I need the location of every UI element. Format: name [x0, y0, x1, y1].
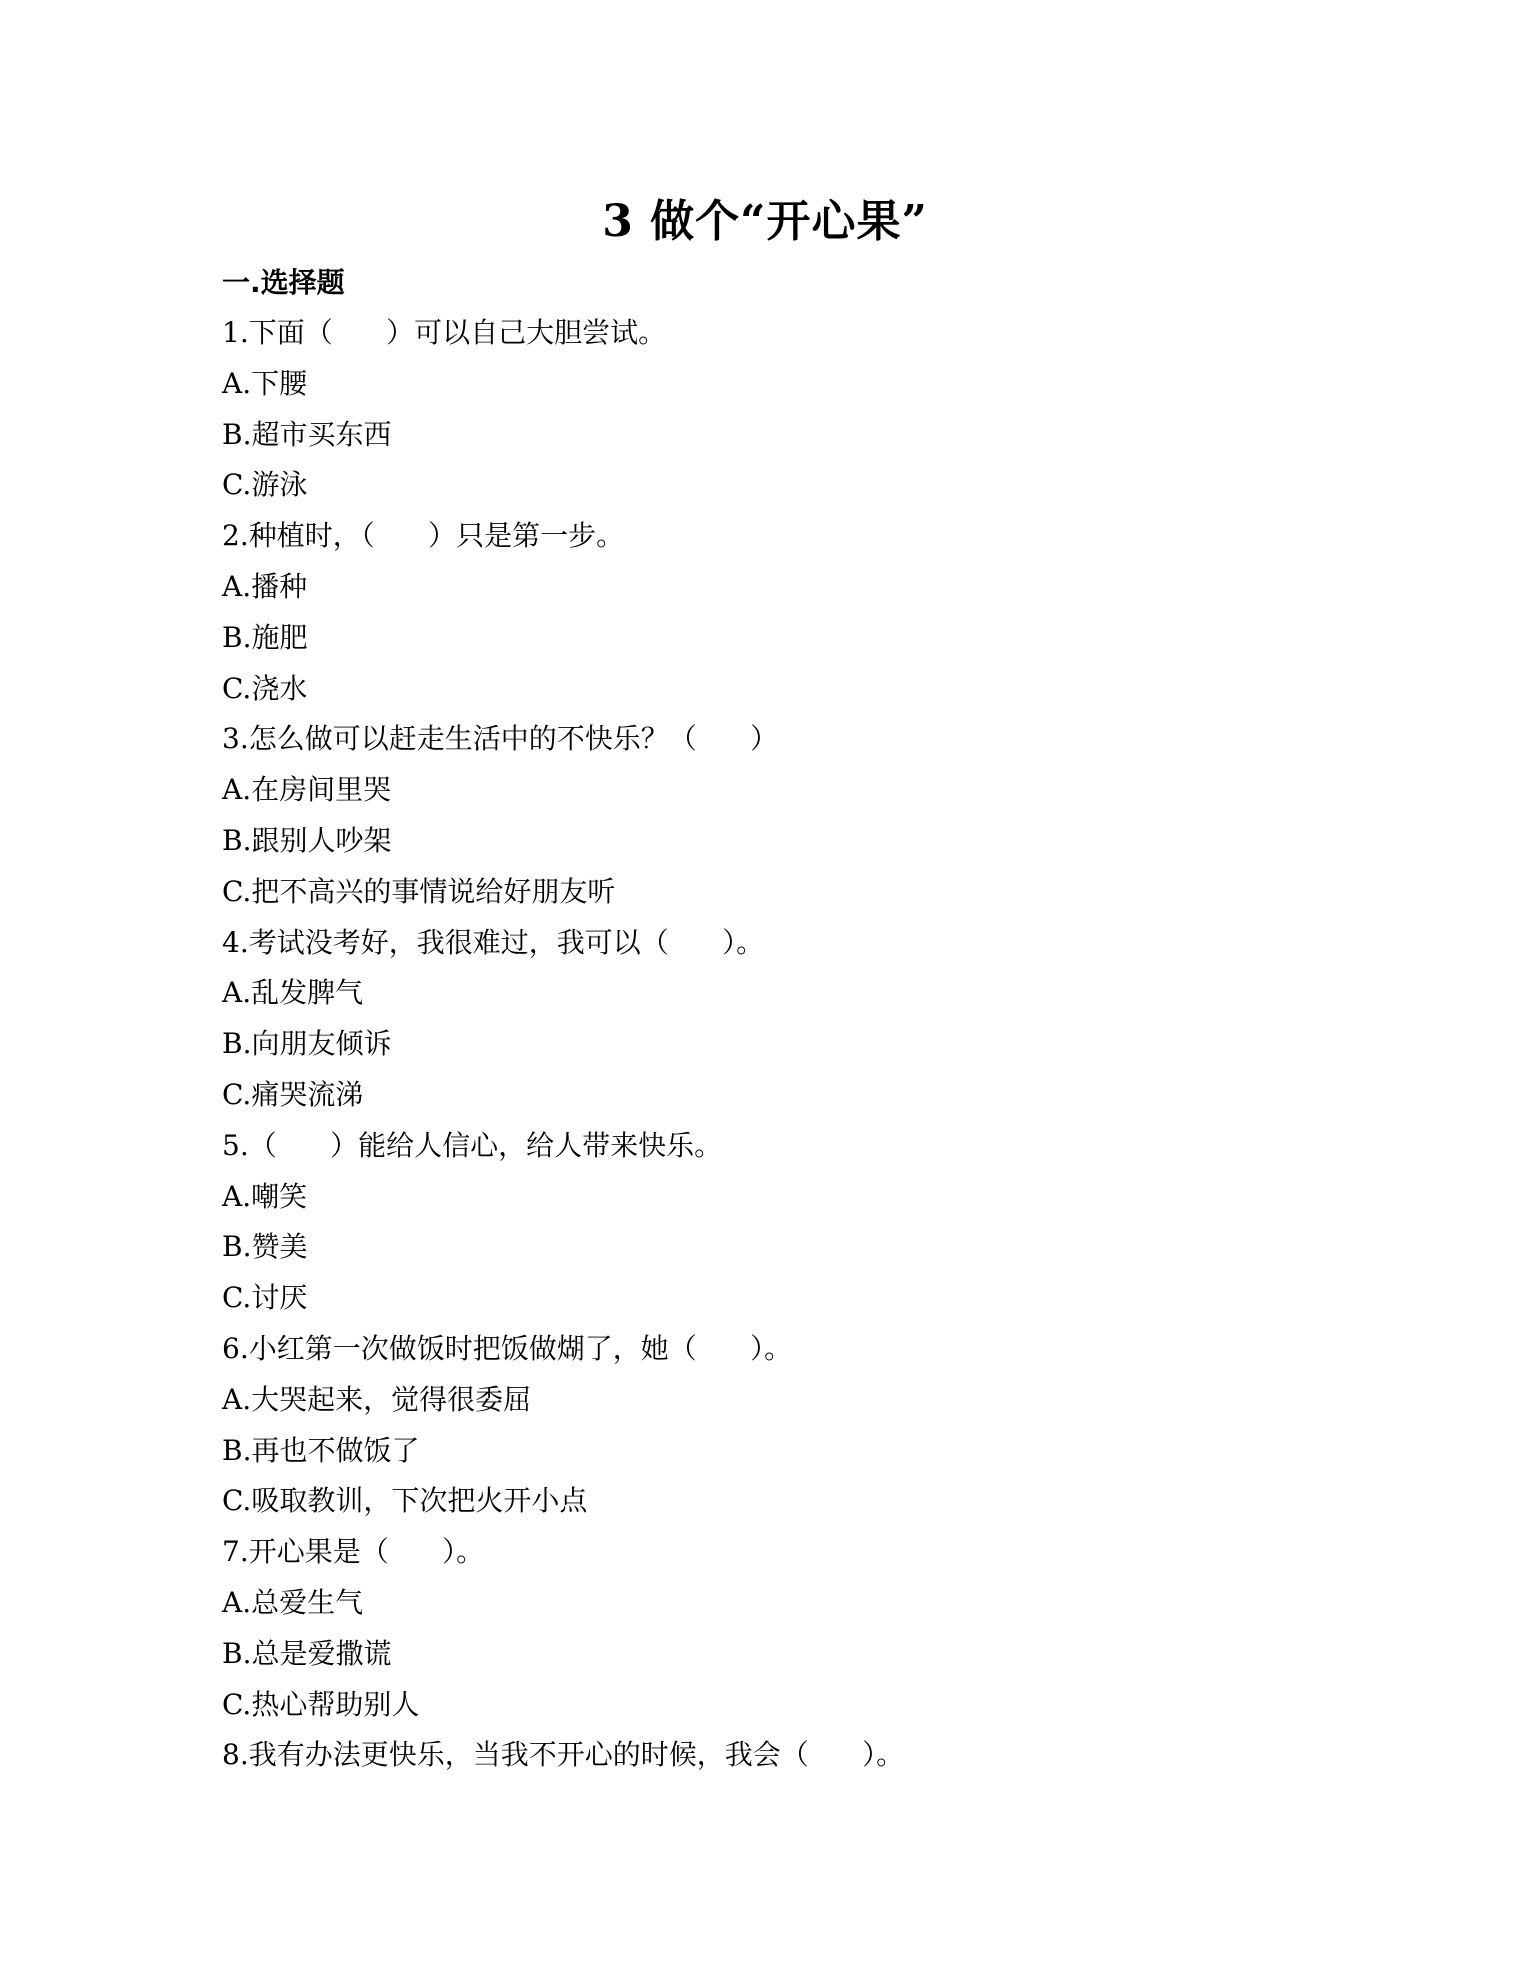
question-6-option-a: A.大哭起来，觉得很委屈: [222, 1382, 532, 1416]
question-5-option-a: A.嘲笑: [222, 1179, 308, 1213]
question-5-option-c: C.讨厌: [222, 1281, 308, 1315]
section-heading: 一.选择题: [222, 266, 345, 299]
question-stem-5: 5.（ ）能给人信心，给人带来快乐。: [222, 1128, 723, 1162]
page-title: 3 做个“开心果”: [602, 196, 928, 247]
question-4-option-c: C.痛哭流涕: [222, 1077, 364, 1111]
question-1-option-b: B.超市买东西: [222, 417, 392, 451]
question-stem-3: 3.怎么做可以赶走生活中的不快乐？（ ）: [222, 722, 779, 756]
question-5-option-b: B.赞美: [222, 1230, 308, 1264]
question-7-option-a: A.总爱生气: [222, 1585, 364, 1619]
question-6-option-b: B.再也不做饭了: [222, 1433, 420, 1467]
question-stem-2: 2.种植时，（ ）只是第一步。: [222, 519, 625, 553]
question-3-option-a: A.在房间里哭: [222, 773, 392, 807]
question-6-option-c: C.吸取教训，下次把火开小点: [222, 1484, 588, 1518]
question-2-option-c: C.浇水: [222, 671, 308, 705]
question-stem-8: 8.我有办法更快乐，当我不开心的时候，我会（ ）。: [222, 1738, 905, 1772]
question-3-option-c: C.把不高兴的事情说给好朋友听: [222, 874, 616, 908]
question-stem-4: 4.考试没考好，我很难过，我可以（ ）。: [222, 925, 765, 959]
question-list: [222, 308, 1322, 1781]
question-4-option-a: A.乱发脾气: [222, 976, 364, 1010]
question-7-option-b: B.总是爱撒谎: [222, 1636, 392, 1670]
question-3-option-b: B.跟别人吵架: [222, 823, 392, 857]
question-stem-7: 7.开心果是（ ）。: [222, 1535, 485, 1569]
question-4-option-b: B.向朋友倾诉: [222, 1027, 392, 1061]
question-2-option-a: A.播种: [222, 569, 308, 603]
question-stem-6: 6.小红第一次做饭时把饭做煳了，她（ ）。: [222, 1331, 793, 1365]
question-1-option-c: C.游泳: [222, 468, 308, 502]
question-7-option-c: C.热心帮助别人: [222, 1687, 420, 1721]
question-stem-1: 1.下面（ ）可以自己大胆尝试。: [222, 316, 667, 349]
question-2-option-b: B.施肥: [222, 620, 308, 654]
question-1-option-a: A.下腰: [222, 366, 308, 400]
